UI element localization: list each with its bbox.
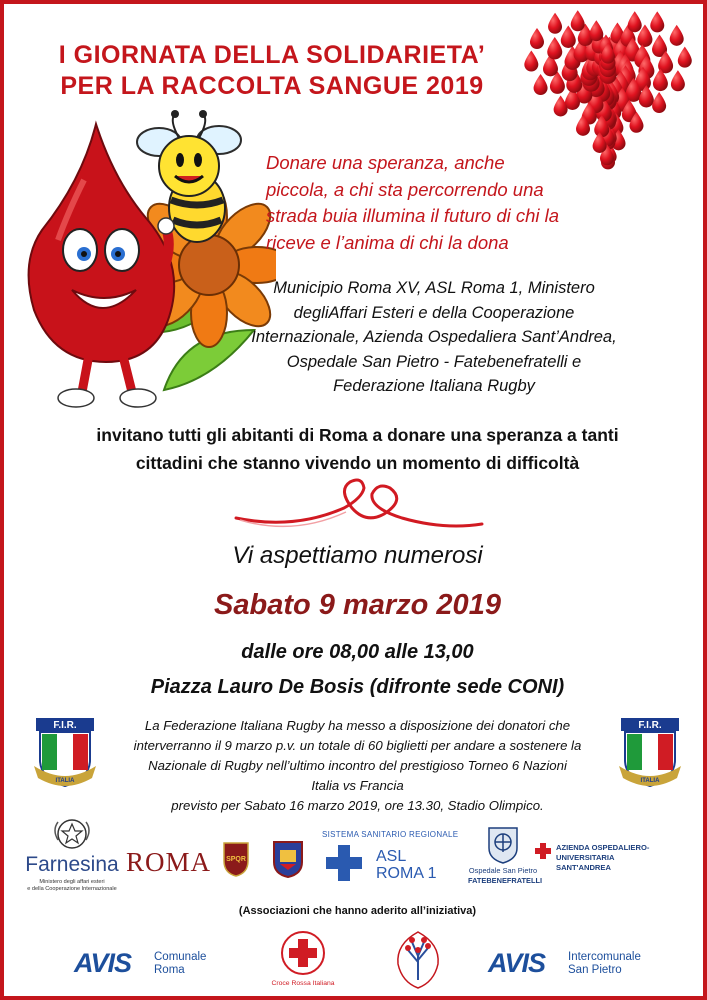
- organizers-line-2: degliAffari Esteri e della Cooperazione: [293, 303, 575, 322]
- croce-rossa-emblem-icon: [280, 930, 326, 976]
- heart-drop: [652, 92, 666, 113]
- heart-drop: [571, 10, 585, 31]
- invite-line-2: cittadini che stanno vivendo un momento di difficoltà: [135, 453, 580, 473]
- quote-line-1: Donare una speranza, anche: [266, 152, 505, 173]
- avis-label-1: AVIS: [74, 948, 132, 978]
- heart-drop: [530, 28, 544, 49]
- title-line-2: PER LA RACCOLTA SANGUE 2019: [60, 72, 484, 100]
- invite-line-1: invitano tutti gli abitanti di Roma a donare una speranza a tanti: [96, 425, 619, 445]
- page-title: [22, 40, 522, 102]
- rugby-line-3: Nazionale di Rugby nell’ultimo incontro del prestigioso Torneo 6 Nazioni: [148, 758, 567, 773]
- heart-drop: [589, 20, 603, 41]
- organizers-line-5: Federazione Italiana Rugby: [333, 377, 535, 395]
- croce-rossa-logo: [270, 930, 336, 996]
- event-hours: dalle ore 08,00 alle 13,00: [241, 641, 474, 663]
- title-line-1: I GIORNATA DELLA SOLIDARIETA’: [58, 41, 486, 69]
- avis-intercomunale-logo: [488, 948, 678, 980]
- organizers-line-1: Municipio Roma XV, ASL Roma 1, Ministero: [273, 279, 595, 297]
- fatebenefratelli-name: FATEBENEFRATELLI: [468, 876, 543, 885]
- municipio-crest-icon: [272, 840, 304, 878]
- tree-logo-icon: [394, 930, 442, 990]
- heart-drop: [628, 11, 642, 32]
- aou-label: AZIENDA OSPEDALIERO-UNIVERSITARIA: [556, 843, 650, 862]
- asl-roma1-logo: [322, 830, 462, 890]
- farnesina-logo: [20, 816, 124, 896]
- associations-caption: (Associazioni che hanno aderito all’iniziativa): [238, 905, 477, 917]
- quote-text: [266, 150, 606, 256]
- organizers-line-3: Internazionale, Azienda Ospedaliera Sant’Andrea,: [251, 328, 617, 346]
- organizers-line-4: Ospedale San Pietro - Fatebenefratelli e: [286, 352, 582, 371]
- avis-comunale-line-2: Roma: [154, 964, 185, 976]
- ospedale-name: Ospedale San Pietro: [468, 866, 538, 875]
- croce-rossa-label: Croce Rossa Italiana: [271, 980, 335, 987]
- blue-cross-icon: [324, 843, 364, 883]
- santandrea-label: SANT'ANDREA: [556, 863, 611, 872]
- asl-roma1-text: [376, 848, 436, 882]
- rugby-line-2: interverranno il 9 marzo p.v. un totale di 60 biglietti per andare a sostenere la: [133, 738, 582, 753]
- quote-line-3: strada buia illumina il futuro di chi la: [266, 205, 560, 226]
- heart-drop: [524, 51, 538, 72]
- ospedale-text: [468, 866, 543, 886]
- fir-italia-left: ITALIA: [55, 778, 75, 784]
- farnesina-label: Farnesina: [25, 853, 119, 876]
- heart-drop: [678, 47, 692, 68]
- ospedale-san-pietro-logo: [468, 822, 543, 890]
- heart-drop: [554, 95, 568, 116]
- santandrea-logo: [534, 840, 704, 870]
- fir-italia-right: ITALIA: [640, 778, 660, 784]
- invite-text: [24, 421, 691, 477]
- rugby-text: [104, 716, 611, 816]
- quote-line-4: riceve e l’anima di chi la dona: [266, 231, 509, 253]
- rugby-line-1: La Federazione Italiana Rugby ha messo a disposizione dei donatori che: [144, 718, 571, 733]
- red-cross-small-icon: [534, 842, 552, 860]
- ribbon-heart-icon: [234, 478, 484, 536]
- heart-drop: [671, 70, 685, 91]
- avis-comunale-text: [154, 951, 206, 977]
- event-date: Sabato 9 marzo 2019: [214, 589, 501, 621]
- wait-text: Vi aspettiamo numerosi: [232, 542, 483, 569]
- fatebenefratelli-crest-icon: [486, 824, 520, 864]
- avis-intercomunale-line-2: San Pietro: [568, 964, 622, 976]
- asl-roma1-label: ROMA 1: [376, 865, 437, 882]
- svg-text:SPQR: SPQR: [226, 856, 246, 863]
- fir-label-left: F.I.R.: [53, 720, 77, 731]
- rugby-line-5: previsto per Sabato 16 marzo 2019, ore 13.30, Stadio Olimpico.: [171, 798, 544, 813]
- avis-comunale-line-1: Comunale: [154, 951, 207, 963]
- heart-drop: [547, 37, 562, 60]
- republic-emblem-icon: [20, 816, 124, 896]
- heart-drop: [548, 13, 562, 34]
- avis-label-2: AVIS: [488, 948, 546, 978]
- avis-intercomunale-line-1: Intercomunale: [568, 951, 641, 963]
- event-place: Piazza Lauro De Bosis (difronte sede CONI): [150, 676, 565, 698]
- fir-logo-left: [30, 716, 100, 790]
- avis-comunale-roma-logo: [74, 948, 234, 980]
- quote-line-2: piccola, a chi sta percorrendo una: [266, 178, 544, 200]
- rugby-line-4: Italia vs Francia: [311, 778, 404, 793]
- farnesina-subtitle-2: e della Cooperazione Internazionale: [27, 886, 117, 892]
- santandrea-text: [556, 843, 704, 873]
- heart-drop: [534, 74, 548, 95]
- asl-label: ASL: [376, 848, 407, 865]
- avis-intercomunale-text: [568, 951, 641, 977]
- fir-logo-right: [615, 716, 685, 790]
- ssr-label: SISTEMA SANITARIO REGIONALE: [322, 830, 459, 839]
- roma-logo-text: ROMA: [126, 847, 212, 877]
- organizers-text: [204, 276, 664, 399]
- farnesina-subtitle-1: Ministero degli affari esteri: [39, 879, 105, 885]
- heart-drop: [650, 11, 664, 32]
- fir-label-right: F.I.R.: [638, 720, 662, 731]
- heart-drop: [670, 25, 684, 46]
- roma-shield-icon: [222, 841, 250, 877]
